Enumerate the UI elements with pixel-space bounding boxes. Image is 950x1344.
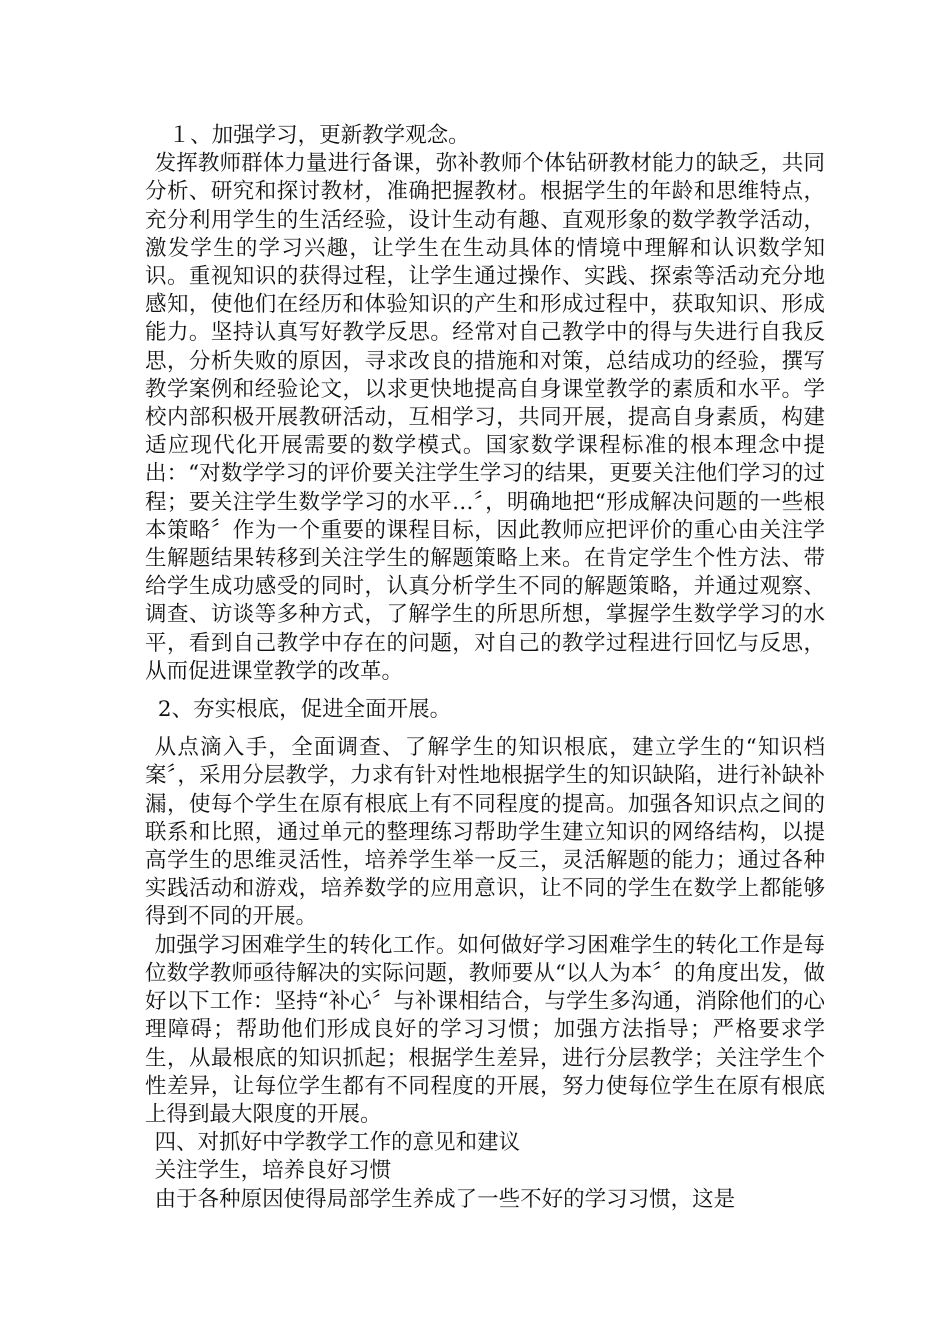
section-4-heading: 四、对抓好中学教学工作的意见和建议 bbox=[154, 1130, 521, 1156]
section-2-paragraph-2: 加强学习困难学生的转化工作。如何做好学习困难学生的转化工作是每位数学教师亟待解决的实际问题，教师要从“以人为本〞的角度出发，做好以下工作：坚持“补心〞与补课相结合，与学生多沟通，消除他们的心理障碍；帮助他们形成良好的学习习惯；加强方法指导；严格要求学生，从最根底的知识抓起；根据学生差异，进行分层教学；关注学生个性差异，让每位学生都有不同程度的开展，努力使每位学生在原有根底上得到最大限度的开展。 bbox=[145, 932, 825, 1127]
document-page bbox=[145, 122, 825, 1214]
section-4-body: 由于各种原因使得局部学生养成了一些不好的学习习惯，这是 bbox=[154, 1186, 736, 1212]
section-2-heading: 2、夯实根底，促进全面开展。 bbox=[157, 697, 452, 723]
section-1-body: 发挥教师群体力量进行备课，弥补教师个体钻研教材能力的缺乏，共同分析、研究和探讨教材，准确把握教材。根据学生的年龄和思维特点，充分利用学生的生活经验，设计生动有趣、直观形象的数学教学活动，激发学生的学习兴趣，让学生在生动具体的情境中理解和认识数学知识。重视知识的获得过程，让学生通过操作、实践、探索等活动充分地感知，使他们在经历和体验知识的产生和形成过程中，获取知识、形成能力。坚持认真写好教学反思。经常对自己教学中的得与失进行自我反思，分析失败的原因，寻求改良的措施和对策，总结成功的经验，撰写教学案例和经验论文，以求更快地提高自身课堂教学的素质和水平。学校内部积极开展教研活动，互相学习，共同开展，提高自身素质，构建适应现代化开展需要的数学模式。国家数学课程标准的根本理念中提出：“对数学学习的评价要关注学生学习的结果，更要关注他们学习的过程；要关注学生数学学习的水平…〞，明确地把“形成解决问题的一些根本策略〞作为一个重要的课程目标，因此教师应把评价的重心由关注学生解题结果转移到关注学生的解题策略上来。在肯定学生个性方法、带给学生成功感受的同时，认真分析学生不同的解题策略，并通过观察、调查、访谈等多种方式，了解学生的所思所想，掌握学生数学学习的水平，看到自己教学中存在的问题，对自己的教学过程进行回忆与反思，从而促进课堂教学的改革。 bbox=[145, 151, 825, 684]
section-1-heading: １、加强学习，更新教学观念。 bbox=[168, 123, 470, 148]
section-2-paragraph-1: 从点滴入手，全面调查、了解学生的知识根底，建立学生的“知识档案〞，采用分层教学，力求有针对性地根据学生的知识缺陷，进行补缺补漏，使每个学生在原有根底上有不同程度的提高。加强各知识点之间的联系和比照，通过单元的整理练习帮助学生建立知识的网络结构，以提高学生的思维灵活性，培养学生举一反三，灵活解题的能力；通过各种实践活动和游戏，培养数学的应用意识，让不同的学生在数学上都能够得到不同的开展。 bbox=[145, 735, 825, 930]
section-4-subheading: 关注学生，培养良好习惯 bbox=[154, 1158, 392, 1184]
